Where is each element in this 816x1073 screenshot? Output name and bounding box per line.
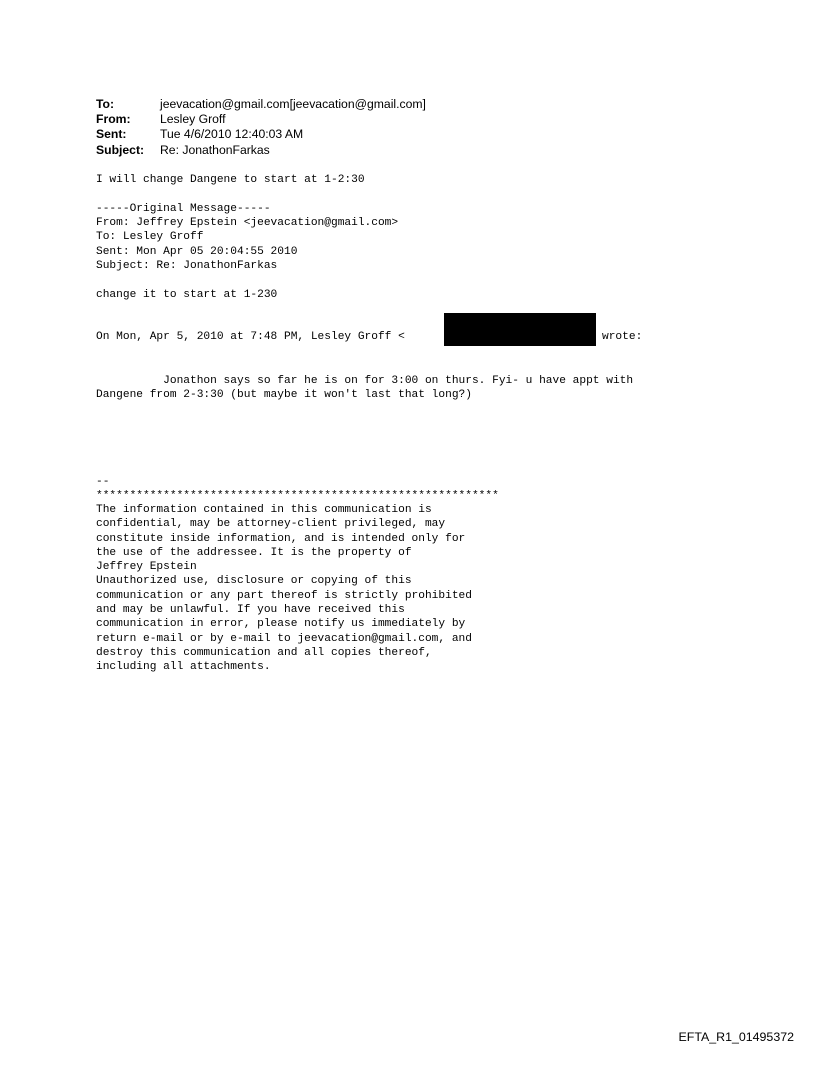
disclaimer-stars: ************************************************************ [96,490,499,502]
quote-wrote: wrote: [602,331,643,343]
sent-label: Sent: [96,127,127,142]
email-header [96,97,426,158]
signature-dashes: -- [96,476,110,488]
original-separator: -----Original Message----- [96,203,271,215]
sent-value: Tue 4/6/2010 12:40:03 AM [160,127,304,142]
original-subject: Subject: Re: JonathonFarkas [96,260,278,272]
original-message: change it to start at 1-230 [96,289,278,301]
original-to: To: Lesley Groff [96,231,204,243]
sent-row [96,127,426,142]
redaction-box [444,313,596,346]
quoted-line-1: Jonathon says so far he is on for 3:00 on thurs. Fyi- u have appt with [96,375,634,387]
from-label: From: [96,112,131,127]
original-sent: Sent: Mon Apr 05 20:04:55 2010 [96,246,298,258]
subject-label: Subject: [96,142,145,157]
document-id: EFTA_R1_01495372 [678,1030,794,1044]
reply-text: I will change Dangene to start at 1-2:30 [96,174,365,186]
from-value: Lesley Groff [160,112,226,127]
to-row [96,97,426,112]
disclaimer-text: The information contained in this communication is confidential, may be attorney-client privileged, may constitute inside information, and is intended only for the use of the addressee. It is the property of Jeffrey Epstein Unauthorized use, disclosure or copying of this communication or any part thereof is strictly prohibited and may be unlawful. If you have received this communication in error, please notify us immediately by return e-mail or by e-mail to jeevacation@gmail.com, and destroy this communication and all copies thereof, including all attachments. [96,504,472,674]
subject-value: Re: JonathonFarkas [160,142,270,157]
original-from: From: Jeffrey Epstein <jeevacation@gmail.com> [96,217,399,229]
to-label: To: [96,97,115,111]
subject-row [96,143,426,158]
to-value: jeevacation@gmail.com[jeevacation@gmail.com] [160,97,426,111]
quote-intro: On Mon, Apr 5, 2010 at 7:48 PM, Lesley Groff < [96,331,405,343]
from-row [96,112,426,127]
quoted-line-2: Dangene from 2-3:30 (but maybe it won't last that long?) [96,389,472,401]
